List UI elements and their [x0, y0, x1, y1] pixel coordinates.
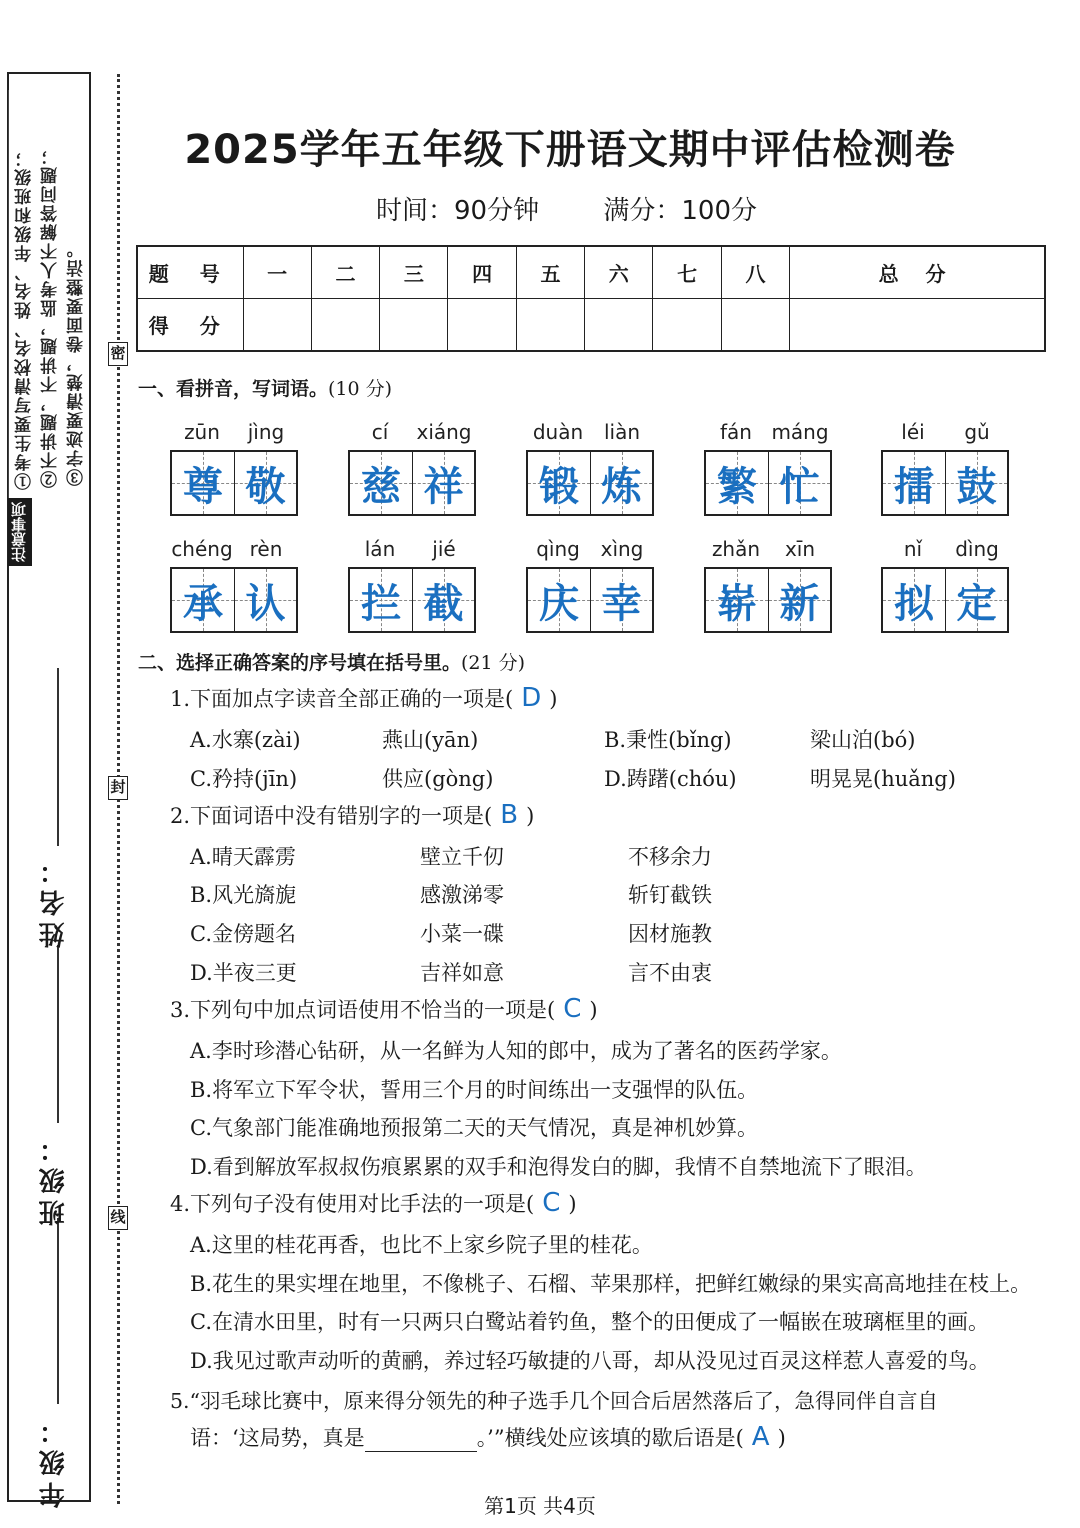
- handwritten-char: 定: [956, 580, 997, 627]
- handwritten-char: 拦: [361, 580, 401, 627]
- score-input-cell[interactable]: [380, 299, 448, 352]
- question-4-answer[interactable]: C: [542, 1188, 561, 1218]
- class-line[interactable]: [57, 945, 59, 1123]
- tianzige-box[interactable]: [881, 567, 1009, 633]
- q3-option[interactable]: A.李时珍潜心钻研，从一名鲜为人知的郎中，成为了著名的医药学家。: [190, 1039, 842, 1063]
- q1-option[interactable]: 燕山(yān): [382, 728, 479, 752]
- pinyin-syllable: chéng: [171, 537, 233, 561]
- q1-option[interactable]: 供应(gòng): [382, 767, 494, 791]
- q2-option[interactable]: 吉祥如意: [420, 961, 504, 985]
- q3-option[interactable]: B.将军立下军令状，誓用三个月的时间练出一支强悍的队伍。: [190, 1078, 759, 1102]
- pinyin-word: [170, 537, 298, 633]
- section-2-heading: [138, 648, 525, 675]
- pinyin-word: [704, 420, 832, 516]
- pinyin-word: [170, 420, 298, 516]
- handwritten-char: 庆: [539, 580, 579, 627]
- pinyin-syllable: xiáng: [416, 420, 472, 444]
- score-input-cell[interactable]: [448, 299, 516, 352]
- pinyin-word: [348, 420, 476, 516]
- pinyin-syllable: jìng: [247, 420, 285, 444]
- seal-char-feng: 封: [108, 776, 128, 800]
- notice-item-1: ①考生要写清校名、姓名、年级和班级；: [15, 148, 35, 490]
- pinyin-syllable: zhǎn: [711, 537, 761, 561]
- tianzige-cell[interactable]: [768, 452, 830, 514]
- question-4: [170, 1188, 577, 1218]
- tianzige-box[interactable]: [526, 450, 654, 516]
- seal-char-xian: 线: [108, 1206, 128, 1230]
- tianzige-cell[interactable]: [590, 452, 652, 514]
- pinyin-syllable: gǔ: [964, 420, 990, 444]
- handwritten-char: 新: [779, 580, 820, 627]
- pinyin-label: [881, 537, 1009, 567]
- question-3-stem: 3.下列句中加点词语使用不恰当的一项是(: [170, 998, 556, 1022]
- pinyin-word: [526, 537, 654, 633]
- q2-option[interactable]: 小菜一碟: [420, 922, 504, 946]
- pinyin-word: [704, 537, 832, 633]
- pinyin-label: [348, 537, 476, 567]
- score-input-cell[interactable]: [243, 299, 311, 352]
- pinyin-label: [704, 537, 832, 567]
- question-3-close: ): [589, 998, 598, 1022]
- question-3: [170, 994, 598, 1024]
- table-cell: 七: [653, 246, 721, 299]
- q2-option[interactable]: 言不由衷: [628, 961, 712, 985]
- handwritten-char: 鼓: [956, 463, 997, 510]
- tianzige-box[interactable]: [170, 567, 298, 633]
- score-table-score-row: [137, 299, 1045, 352]
- name-line[interactable]: [57, 668, 59, 846]
- score-table: [136, 245, 1046, 352]
- tianzige-cell[interactable]: [234, 452, 296, 514]
- pinyin-syllable: duàn: [532, 420, 584, 444]
- question-5-answer[interactable]: A: [751, 1422, 770, 1452]
- table-cell: 一: [243, 246, 311, 299]
- q1-option[interactable]: B.秉性(bǐng): [604, 728, 732, 752]
- tianzige-cell[interactable]: [945, 452, 1007, 514]
- pinyin-label: [348, 420, 476, 450]
- table-cell: 八: [721, 246, 789, 299]
- tianzige-cell[interactable]: [350, 452, 412, 514]
- question-5-close: ): [777, 1426, 786, 1450]
- score-input-cell[interactable]: [721, 299, 789, 352]
- seal-char-mi: 密: [108, 342, 128, 366]
- pinyin-syllable: zūn: [184, 420, 220, 444]
- question-1-answer[interactable]: D: [521, 683, 542, 713]
- tianzige-box[interactable]: [704, 450, 832, 516]
- handwritten-char: 擂: [894, 463, 934, 510]
- q3-option[interactable]: D.看到解放军叔叔伤痕累累的双手和泡得发白的脚，我情不自禁地流下了眼泪。: [190, 1155, 927, 1179]
- table-cell: 三: [380, 246, 448, 299]
- table-cell: 二: [311, 246, 379, 299]
- q4-option[interactable]: D.我见过歌声动听的黄鹂，养过轻巧敏捷的八哥，却从没见过百灵这样惹人喜爱的鸟。: [190, 1349, 990, 1373]
- score-input-cell[interactable]: [790, 299, 1045, 352]
- pinyin-label: [526, 537, 654, 567]
- handwritten-char: 炼: [601, 463, 642, 510]
- tianzige-cell[interactable]: [590, 569, 652, 631]
- question-4-stem: 4.下列句子没有使用对比手法的一项是(: [170, 1192, 535, 1216]
- question-2-close: ): [526, 804, 535, 828]
- tianzige-cell[interactable]: [172, 452, 234, 514]
- tianzige-cell[interactable]: [172, 569, 234, 631]
- tianzige-cell[interactable]: [883, 452, 945, 514]
- pinyin-syllable: liàn: [603, 420, 641, 444]
- tianzige-box[interactable]: [704, 567, 832, 633]
- question-2: [170, 800, 534, 830]
- question-5-text-a: 语：‘这局势，真是: [190, 1426, 365, 1450]
- tianzige-cell[interactable]: [350, 569, 412, 631]
- tianzige-cell[interactable]: [706, 569, 768, 631]
- grade-label: 年级：: [39, 1412, 69, 1508]
- q1-option[interactable]: 梁山泊(bó): [810, 728, 916, 752]
- handwritten-char: 繁: [717, 463, 757, 510]
- question-5-line-2: [190, 1422, 786, 1452]
- strip-divider: [8, 90, 9, 526]
- page-footer: 第1页 共4页: [484, 1494, 596, 1518]
- q2-option[interactable]: 斩钉截铁: [628, 883, 712, 907]
- handwritten-char: 忙: [779, 463, 820, 510]
- question-5-line-1: 5.“羽毛球比赛中，原来得分领先的种子选手几个回合后居然落后了，急得同伴自言自: [170, 1389, 939, 1413]
- handwritten-char: 祥: [423, 463, 464, 510]
- q4-option[interactable]: A.这里的桂花再香，也比不上家乡院子里的桂花。: [190, 1233, 653, 1257]
- q1-option[interactable]: D.踌躇(chóu): [604, 767, 737, 791]
- pinyin-syllable: xìng: [600, 537, 644, 561]
- section-2-points: (21 分): [461, 652, 526, 674]
- pinyin-syllable: fán: [720, 420, 752, 444]
- q2-option[interactable]: 感激涕零: [420, 883, 504, 907]
- tianzige-cell[interactable]: [528, 569, 590, 631]
- question-1: [170, 683, 557, 713]
- table-cell: 题 号: [137, 246, 243, 299]
- score-table-header-row: [137, 246, 1045, 299]
- pinyin-label: [704, 420, 832, 450]
- section-1-title: 一、看拼音，写词语。: [138, 378, 329, 400]
- question-3-answer[interactable]: C: [563, 994, 582, 1024]
- pinyin-label: [170, 420, 298, 450]
- q2-option[interactable]: 因材施教: [628, 922, 712, 946]
- q1-option[interactable]: C.矜持(jīn): [190, 767, 298, 791]
- class-field[interactable]: [35, 1130, 72, 1226]
- pinyin-syllable: nǐ: [903, 537, 923, 561]
- tianzige-box[interactable]: [348, 450, 476, 516]
- pinyin-syllable: máng: [771, 420, 829, 444]
- pinyin-syllable: rèn: [249, 537, 283, 561]
- handwritten-char: 锻: [539, 463, 579, 510]
- question-2-stem: 2.下面词语中没有错别字的一项是(: [170, 804, 493, 828]
- handwritten-char: 崭: [717, 580, 757, 627]
- exam-meta: [376, 190, 813, 227]
- section-2-title: 二、选择正确答案的序号填在括号里。: [138, 652, 462, 674]
- score-input-cell[interactable]: [653, 299, 721, 352]
- pinyin-label: [881, 420, 1009, 450]
- full-score: 满分：100分: [603, 196, 757, 226]
- name-label: 姓名：: [39, 852, 69, 948]
- q2-option[interactable]: B.风光旖旎: [190, 883, 297, 907]
- tianzige-cell[interactable]: [706, 452, 768, 514]
- grade-line[interactable]: [57, 1218, 59, 1404]
- pinyin-label: [170, 537, 298, 567]
- question-5-text-b: 。’”横线处应该填的歇后语是(: [476, 1426, 744, 1450]
- pinyin-syllable: xīn: [784, 537, 816, 561]
- handwritten-char: 幸: [601, 580, 642, 627]
- score-input-cell[interactable]: [585, 299, 653, 352]
- q4-option[interactable]: B.花生的果实埋在地里，不像桃子、石榴、苹果那样，把鲜红嫩绿的果实高高地挂在枝上。: [190, 1272, 1032, 1296]
- tianzige-box[interactable]: [526, 567, 654, 633]
- handwritten-char: 慈: [361, 463, 401, 510]
- section-1-heading: [138, 374, 392, 401]
- pinyin-syllable: dìng: [955, 537, 999, 561]
- question-4-close: ): [568, 1192, 577, 1216]
- tianzige-box[interactable]: [881, 450, 1009, 516]
- table-cell: 四: [448, 246, 516, 299]
- handwritten-char: 尊: [183, 463, 223, 510]
- q4-option[interactable]: C.在清水田里，时有一只两只白鹭站着钓鱼，整个的田便成了一幅嵌在玻璃框里的画。: [190, 1310, 989, 1334]
- tianzige-cell[interactable]: [234, 569, 296, 631]
- name-field[interactable]: [35, 852, 72, 948]
- q2-option[interactable]: 不移余力: [628, 845, 712, 869]
- score-input-cell[interactable]: [516, 299, 584, 352]
- pinyin-word: [881, 537, 1009, 633]
- tianzige-cell[interactable]: [768, 569, 830, 631]
- tianzige-box[interactable]: [348, 567, 476, 633]
- notice-item-2: ②不讲题，不讲题，监考人不解答问题；: [41, 146, 61, 488]
- handwritten-char: 承: [183, 580, 223, 627]
- class-label: 班级：: [39, 1130, 69, 1226]
- table-cell: 五: [516, 246, 584, 299]
- tianzige-cell[interactable]: [412, 569, 474, 631]
- handwritten-char: 认: [245, 580, 286, 627]
- pinyin-syllable: léi: [901, 420, 925, 444]
- pinyin-word: [348, 537, 476, 633]
- pinyin-word: [881, 420, 1009, 516]
- page-title: 2025学年五年级下册语文期中评估检测卷: [184, 127, 956, 173]
- table-cell: 总 分: [790, 246, 1045, 299]
- tianzige-cell[interactable]: [945, 569, 1007, 631]
- tianzige-box[interactable]: [170, 450, 298, 516]
- exam-time: 时间：90分钟: [376, 196, 540, 226]
- pinyin-syllable: jié: [432, 537, 456, 561]
- notice-item-3: ③字迹要清楚，卷面要整洁。: [67, 239, 87, 486]
- pinyin-syllable: lán: [364, 537, 396, 561]
- pinyin-syllable: cí: [371, 420, 389, 444]
- tianzige-cell[interactable]: [412, 452, 474, 514]
- pinyin-word: [526, 420, 654, 516]
- q2-option[interactable]: A.晴天霹雳: [190, 845, 296, 869]
- handwritten-char: 敬: [245, 463, 286, 510]
- question-5-blank[interactable]: [365, 1432, 477, 1452]
- question-1-stem: 1.下面加点字读音全部正确的一项是(: [170, 687, 514, 711]
- handwritten-char: 拟: [894, 580, 934, 627]
- pinyin-label: [526, 420, 654, 450]
- q2-option[interactable]: C.金傍题名: [190, 922, 296, 946]
- q2-option[interactable]: 壁立千仞: [420, 845, 504, 869]
- score-input-cell[interactable]: [311, 299, 379, 352]
- pinyin-syllable: qìng: [536, 537, 580, 561]
- section-1-points: (10 分): [328, 378, 393, 400]
- tianzige-cell[interactable]: [883, 569, 945, 631]
- tianzige-cell[interactable]: [528, 452, 590, 514]
- question-2-answer[interactable]: B: [500, 800, 519, 830]
- notice-title: 注意事项: [8, 498, 32, 566]
- table-cell: 得 分: [137, 299, 243, 352]
- q1-option[interactable]: 明晃晃(huǎng): [810, 767, 956, 791]
- table-cell: 六: [585, 246, 653, 299]
- question-1-close: ): [549, 687, 558, 711]
- q1-option[interactable]: A.水寨(zài): [190, 728, 301, 752]
- q2-option[interactable]: D.半夜三更: [190, 961, 297, 985]
- q3-option[interactable]: C.气象部门能准确地预报第二天的天气情况，真是神机妙算。: [190, 1116, 758, 1140]
- handwritten-char: 截: [423, 580, 464, 627]
